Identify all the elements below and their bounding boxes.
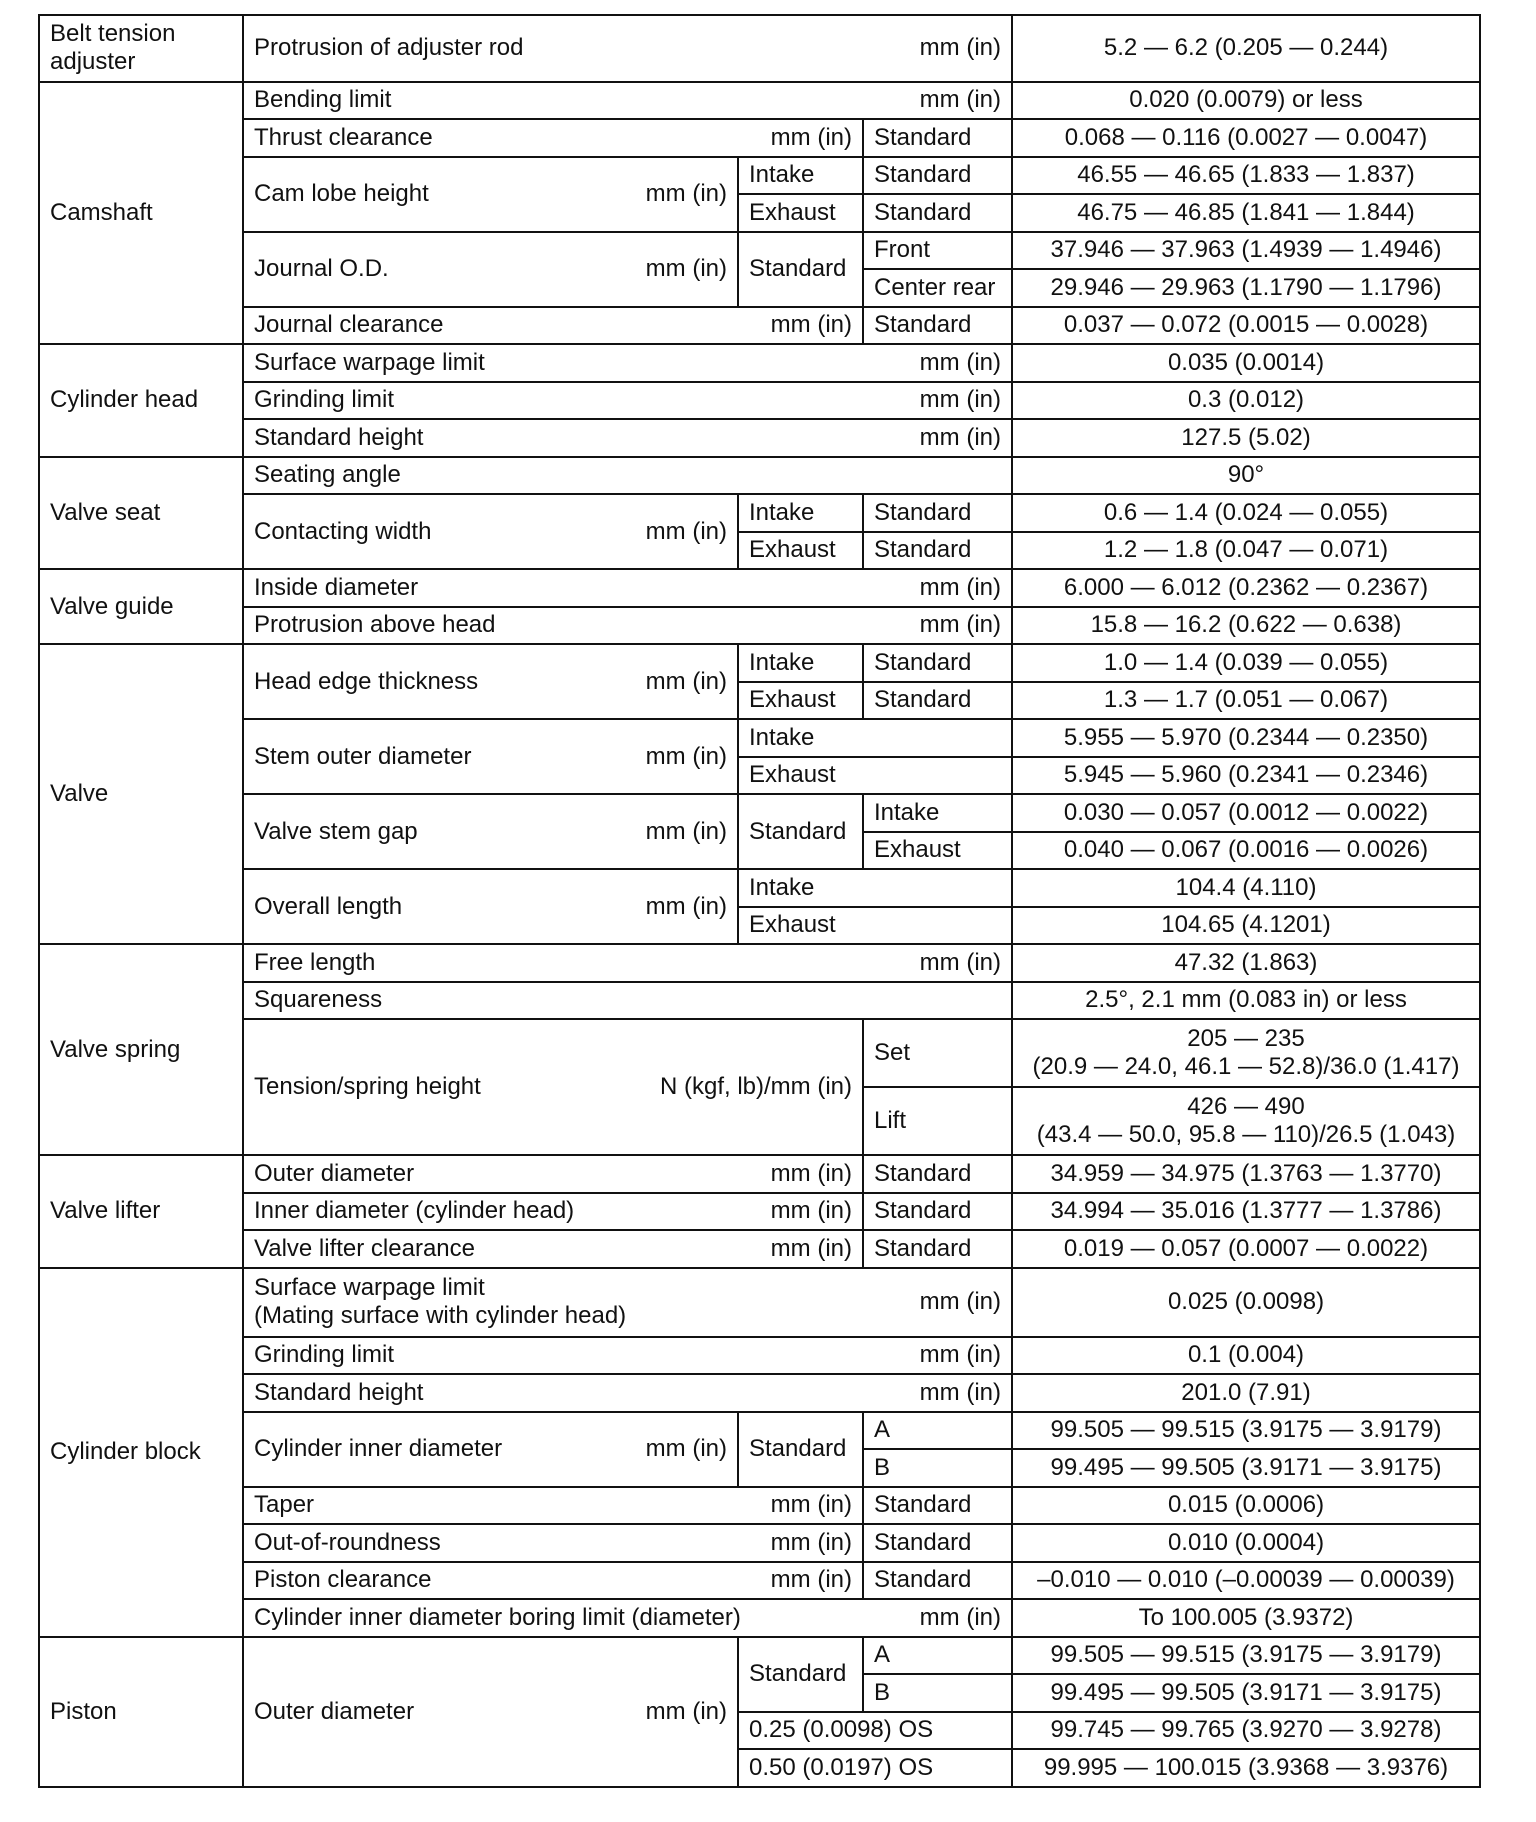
spec-value: 201.0 (7.91) (1012, 1374, 1480, 1412)
item-label: Surface warpage limit (254, 1273, 485, 1301)
item-label: Grinding limit (254, 1341, 395, 1369)
item-label: Overall length (254, 892, 403, 920)
spec-value: 0.3 (0.012) (1012, 382, 1480, 420)
spec-value: 1.3 — 1.7 (0.051 — 0.067) (1012, 682, 1480, 720)
item-label: Valve stem gap (254, 817, 418, 845)
grade-label: B (863, 1449, 1012, 1487)
unit-label: mm (in) (770, 123, 852, 151)
spec-value: 99.505 — 99.515 (3.9175 — 3.9179) (1012, 1637, 1480, 1675)
table-row (39, 1524, 1480, 1562)
spec-value: 0.035 (0.0014) (1012, 344, 1480, 382)
item-label: Protrusion of adjuster rod (254, 34, 524, 62)
unit-label: mm (in) (645, 1697, 727, 1725)
condition-label: Standard (863, 157, 1012, 195)
condition-label: Exhaust (738, 907, 1012, 945)
oversize-label: 0.50 (0.0197) OS (738, 1749, 1012, 1787)
group-valve-lifter: Valve lifter (39, 1155, 243, 1268)
item-label: Protrusion above head (254, 611, 496, 639)
unit-label: mm (in) (919, 423, 1001, 451)
engine-spec-table (38, 14, 1481, 1788)
item-label: Piston clearance (254, 1566, 432, 1594)
unit-label: mm (in) (919, 611, 1001, 639)
item-label: Out-of-roundness (254, 1528, 441, 1556)
oversize-label: 0.25 (0.0098) OS (738, 1712, 1012, 1750)
spec-value: 5.945 — 5.960 (0.2341 — 0.2346) (1012, 757, 1480, 795)
spec-value: 90° (1012, 457, 1480, 495)
condition-label: Exhaust (738, 682, 863, 720)
table-row (39, 457, 1480, 495)
item-label: Thrust clearance (254, 123, 433, 151)
item-label: Journal clearance (254, 311, 444, 339)
group-piston: Piston (39, 1637, 243, 1787)
spec-value: 6.000 — 6.012 (0.2362 — 0.2367) (1012, 569, 1480, 607)
spec-value: 0.015 (0.0006) (1012, 1487, 1480, 1525)
spec-value: 0.030 — 0.057 (0.0012 — 0.0022) (1012, 794, 1480, 832)
table-row (39, 307, 1480, 345)
item-label: Cylinder inner diameter (254, 1434, 503, 1462)
table-row (39, 344, 1480, 382)
group-cylinder-head: Cylinder head (39, 344, 243, 457)
condition-label: Center rear (863, 269, 1012, 307)
table-row (39, 1230, 1480, 1268)
condition-label: Standard (863, 119, 1012, 157)
spec-value: 34.994 — 35.016 (1.3777 — 1.3786) (1012, 1193, 1480, 1231)
unit-label: mm (in) (645, 517, 727, 545)
item-label: Outer diameter (254, 1697, 415, 1725)
spec-value: 47.32 (1.863) (1012, 944, 1480, 982)
spec-value: 1.2 — 1.8 (0.047 — 0.071) (1012, 532, 1480, 570)
table-row (39, 157, 1480, 195)
item-label: Grinding limit (254, 386, 395, 414)
table-row (39, 569, 1480, 607)
unit-label: mm (in) (919, 1341, 1001, 1369)
condition-label: Intake (738, 719, 1012, 757)
condition-label: Set (863, 1019, 1012, 1087)
unit-label: mm (in) (645, 817, 727, 845)
spec-value: 0.040 — 0.067 (0.0016 — 0.0026) (1012, 832, 1480, 870)
spec-value: 104.65 (4.1201) (1012, 907, 1480, 945)
spec-value: 34.959 — 34.975 (1.3763 — 1.3770) (1012, 1155, 1480, 1193)
item-label: Cam lobe height (254, 180, 429, 208)
grade-label: A (863, 1637, 1012, 1675)
condition-label: Standard (863, 1193, 1012, 1231)
table-row (39, 494, 1480, 532)
condition-label: Exhaust (863, 832, 1012, 870)
table-row (39, 1637, 1480, 1675)
spec-value: 426 — 490 (1187, 1092, 1305, 1120)
item-label: Inner diameter (cylinder head) (254, 1197, 575, 1225)
condition-label: Standard (863, 494, 1012, 532)
item-label: Stem outer diameter (254, 742, 472, 770)
unit-label: mm (in) (645, 667, 727, 695)
table-row (39, 232, 1480, 270)
table-row (39, 15, 1480, 82)
table-row (39, 382, 1480, 420)
condition-label: Standard (863, 682, 1012, 720)
group-cylinder-block: Cylinder block (39, 1268, 243, 1637)
item-label: Tension/spring height (254, 1073, 481, 1101)
unit-label: mm (in) (645, 892, 727, 920)
unit-label: mm (in) (645, 180, 727, 208)
group-camshaft: Camshaft (39, 82, 243, 345)
condition-label: Exhaust (738, 757, 1012, 795)
table-row (39, 1487, 1480, 1525)
spec-value: 46.55 — 46.65 (1.833 — 1.837) (1012, 157, 1480, 195)
unit-label: mm (in) (919, 386, 1001, 414)
table-row (39, 869, 1480, 907)
spec-value: –0.010 — 0.010 (–0.00039 — 0.00039) (1012, 1562, 1480, 1600)
unit-label: mm (in) (919, 948, 1001, 976)
spec-value: 99.505 — 99.515 (3.9175 — 3.9179) (1012, 1412, 1480, 1450)
table-row (39, 1562, 1480, 1600)
spec-value: (43.4 — 50.0, 95.8 — 110)/26.5 (1.043) (1036, 1121, 1456, 1149)
table-row (39, 644, 1480, 682)
item-label: Bending limit (254, 86, 392, 114)
spec-value: 46.75 — 46.85 (1.841 — 1.844) (1012, 194, 1480, 232)
table-row (39, 1412, 1480, 1450)
table-row (39, 1337, 1480, 1375)
condition-label: Intake (863, 794, 1012, 832)
condition-label: Standard (863, 307, 1012, 345)
spec-value: 5.2 — 6.2 (0.205 — 0.244) (1012, 15, 1480, 82)
table-row (39, 794, 1480, 832)
grade-label: A (863, 1412, 1012, 1450)
item-label: Standard height (254, 1378, 424, 1406)
table-row (39, 82, 1480, 120)
unit-label: mm (in) (919, 1603, 1001, 1631)
group-valve-guide: Valve guide (39, 569, 243, 644)
spec-value: 99.495 — 99.505 (3.9171 — 3.9175) (1012, 1449, 1480, 1487)
condition-label: Standard (738, 1412, 863, 1487)
unit-label: mm (in) (770, 1566, 852, 1594)
table-row (39, 1019, 1480, 1087)
condition-label: Intake (738, 644, 863, 682)
condition-label: Standard (738, 232, 863, 307)
table-row (39, 419, 1480, 457)
item-label: Cylinder inner diameter boring limit (diameter) (254, 1603, 741, 1631)
condition-label: Standard (738, 1637, 863, 1712)
spec-value: 99.995 — 100.015 (3.9368 — 3.9376) (1012, 1749, 1480, 1787)
spec-value: 0.6 — 1.4 (0.024 — 0.055) (1012, 494, 1480, 532)
condition-label: Intake (738, 494, 863, 532)
unit-label: mm (in) (770, 1234, 852, 1262)
condition-label: Exhaust (738, 532, 863, 570)
item-label: Squareness (243, 982, 1012, 1020)
condition-label: Lift (863, 1087, 1012, 1155)
condition-label: Standard (863, 1524, 1012, 1562)
item-label: Inside diameter (254, 573, 419, 601)
unit-label: mm (in) (919, 348, 1001, 376)
table-row (39, 1155, 1480, 1193)
unit-label: mm (in) (919, 34, 1001, 62)
spec-value: 0.1 (0.004) (1012, 1337, 1480, 1375)
item-label: Seating angle (243, 457, 1012, 495)
spec-value: 99.745 — 99.765 (3.9270 — 3.9278) (1012, 1712, 1480, 1750)
item-label: Taper (254, 1491, 315, 1519)
condition-label: Standard (738, 794, 863, 869)
condition-label: Exhaust (738, 194, 863, 232)
unit-label: mm (in) (919, 1288, 1001, 1315)
table-row (39, 1599, 1480, 1637)
group-valve: Valve (39, 644, 243, 944)
unit-label: mm (in) (645, 1434, 727, 1462)
table-row (39, 1268, 1480, 1337)
table-row (39, 119, 1480, 157)
spec-value: 29.946 — 29.963 (1.1790 — 1.1796) (1012, 269, 1480, 307)
spec-value: 5.955 — 5.970 (0.2344 — 0.2350) (1012, 719, 1480, 757)
item-label: Outer diameter (254, 1159, 415, 1187)
table-row (39, 1374, 1480, 1412)
condition-label: Standard (863, 1562, 1012, 1600)
table-row (39, 1193, 1480, 1231)
table-row (39, 607, 1480, 645)
condition-label: Standard (863, 194, 1012, 232)
spec-value: 0.020 (0.0079) or less (1012, 82, 1480, 120)
unit-label: N (kgf, lb)/mm (in) (660, 1073, 852, 1101)
condition-label: Standard (863, 532, 1012, 570)
spec-value: 1.0 — 1.4 (0.039 — 0.055) (1012, 644, 1480, 682)
spec-value: 0.010 (0.0004) (1012, 1524, 1480, 1562)
table-row (39, 719, 1480, 757)
spec-value: 205 — 235 (1187, 1025, 1305, 1053)
spec-value: 15.8 — 16.2 (0.622 — 0.638) (1012, 607, 1480, 645)
spec-value: 0.019 — 0.057 (0.0007 — 0.0022) (1012, 1230, 1480, 1268)
condition-label: Standard (863, 1155, 1012, 1193)
unit-label: mm (in) (919, 573, 1001, 601)
item-label: (Mating surface with cylinder head) (254, 1302, 627, 1330)
item-label: Standard height (254, 423, 424, 451)
spec-value: 0.025 (0.0098) (1012, 1268, 1480, 1337)
unit-label: mm (in) (919, 86, 1001, 114)
item-label: Head edge thickness (254, 667, 479, 695)
spec-value: 0.068 — 0.116 (0.0027 — 0.0047) (1012, 119, 1480, 157)
unit-label: mm (in) (770, 1528, 852, 1556)
item-label: Surface warpage limit (254, 348, 485, 376)
group-valve-seat: Valve seat (39, 457, 243, 570)
condition-label: Standard (863, 644, 1012, 682)
item-label: Contacting width (254, 517, 432, 545)
condition-label: Intake (738, 157, 863, 195)
unit-label: mm (in) (770, 1197, 852, 1225)
spec-value: 127.5 (5.02) (1012, 419, 1480, 457)
condition-label: Intake (738, 869, 1012, 907)
group-belt-tension-adjuster: Belt tension adjuster (39, 15, 243, 82)
table-row (39, 982, 1480, 1020)
spec-value: 37.946 — 37.963 (1.4939 — 1.4946) (1012, 232, 1480, 270)
condition-label: Standard (863, 1487, 1012, 1525)
table-row (39, 944, 1480, 982)
spec-value: To 100.005 (3.9372) (1012, 1599, 1480, 1637)
item-label: Free length (254, 948, 376, 976)
spec-value: (20.9 — 24.0, 46.1 — 52.8)/36.0 (1.417) (1032, 1053, 1460, 1081)
item-label: Journal O.D. (254, 255, 389, 283)
unit-label: mm (in) (919, 1378, 1001, 1406)
unit-label: mm (in) (770, 1159, 852, 1187)
condition-label: Front (863, 232, 1012, 270)
spec-value: 2.5°, 2.1 mm (0.083 in) or less (1012, 982, 1480, 1020)
unit-label: mm (in) (770, 311, 852, 339)
spec-value: 0.037 — 0.072 (0.0015 — 0.0028) (1012, 307, 1480, 345)
item-label: Valve lifter clearance (254, 1234, 475, 1262)
unit-label: mm (in) (645, 742, 727, 770)
spec-value: 104.4 (4.110) (1012, 869, 1480, 907)
group-valve-spring: Valve spring (39, 944, 243, 1155)
condition-label: Standard (863, 1230, 1012, 1268)
unit-label: mm (in) (645, 255, 727, 283)
spec-value: 99.495 — 99.505 (3.9171 — 3.9175) (1012, 1674, 1480, 1712)
grade-label: B (863, 1674, 1012, 1712)
unit-label: mm (in) (770, 1491, 852, 1519)
